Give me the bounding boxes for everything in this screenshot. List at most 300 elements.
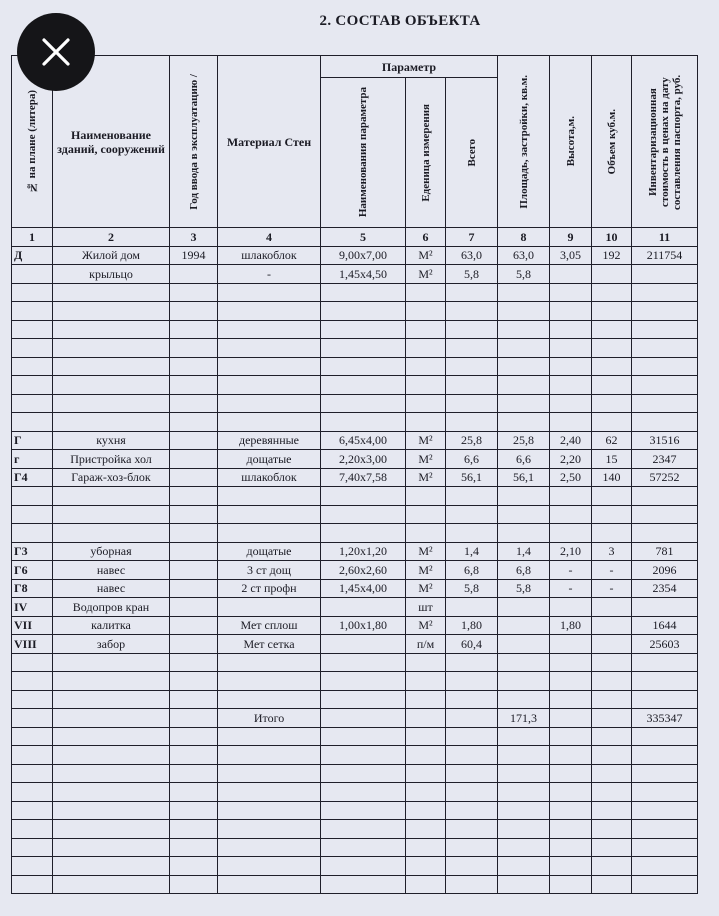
cell-total [446,838,498,857]
cell-area [498,635,550,654]
header-year: Год ввода в эксплуатацию / [170,56,218,228]
cell-unit [406,653,446,672]
header-param-name: Наименования параметра [321,78,406,228]
cell-wall-material: Мет сплош [218,616,321,635]
cell-total: 5,8 [446,579,498,598]
header-inventory-cost: Инвентаризационная стоимость в ценах на дату составления паспорта, руб. [632,56,698,228]
cell-unit [406,413,446,432]
cell-area: 5,8 [498,579,550,598]
cell-name [53,339,170,358]
cell-height [550,265,592,284]
cell-wall-material [218,801,321,820]
cell-total [446,413,498,432]
cell-param-value [321,302,406,321]
cell-volume [592,820,632,839]
cell-height [550,376,592,395]
cell-unit: М² [406,450,446,469]
cell-total [446,487,498,506]
cell-param-value [321,690,406,709]
cell-unit [406,394,446,413]
cell-unit: М² [406,561,446,580]
cell-wall-material: дощатые [218,542,321,561]
cell-unit: М² [406,579,446,598]
cell-area [498,875,550,894]
cell-name: навес [53,579,170,598]
cell-height: 2,20 [550,450,592,469]
table-row [12,820,698,839]
cell-param-value: 6,45х4,00 [321,431,406,450]
cell-total [446,672,498,691]
header-parameter-group: Параметр [321,56,498,78]
cell-plan-number: VIII [12,635,53,654]
cell-cost [632,487,698,506]
col-number: 5 [321,228,406,247]
cell-plan-number: VII [12,616,53,635]
cell-name [53,302,170,321]
cell-height [550,302,592,321]
cell-total [446,690,498,709]
cell-name [53,746,170,765]
cell-name: уборная [53,542,170,561]
cell-year [170,598,218,617]
cell-param-value [321,672,406,691]
cell-area [498,394,550,413]
cell-height [550,690,592,709]
cell-volume [592,616,632,635]
cell-year: 1994 [170,246,218,265]
cell-total: 1,4 [446,542,498,561]
cell-height [550,801,592,820]
cell-area: 171,3 [498,709,550,728]
table-row [12,450,698,469]
cell-wall-material [218,339,321,358]
cell-area: 1,4 [498,542,550,561]
cell-volume: 62 [592,431,632,450]
col-number: 3 [170,228,218,247]
cell-cost: 335347 [632,709,698,728]
cell-wall-material [218,320,321,339]
cell-height [550,394,592,413]
cell-wall-material [218,487,321,506]
table-row [12,357,698,376]
cell-total [446,283,498,302]
cell-year [170,672,218,691]
cell-year [170,579,218,598]
cell-total: 5,8 [446,265,498,284]
cell-cost [632,283,698,302]
cell-year [170,690,218,709]
cell-unit [406,746,446,765]
cell-year [170,431,218,450]
header-wall-material: Материал Стен [218,56,321,228]
cell-year [170,820,218,839]
cell-unit [406,302,446,321]
cell-height: 2,10 [550,542,592,561]
cell-year [170,764,218,783]
cell-total [446,505,498,524]
cell-height [550,820,592,839]
cell-name [53,672,170,691]
cell-cost [632,801,698,820]
cell-volume [592,746,632,765]
cell-unit: М² [406,468,446,487]
cell-name [53,857,170,876]
cell-volume [592,265,632,284]
cell-name [53,727,170,746]
cell-unit: п/м [406,635,446,654]
cell-plan-number [12,487,53,506]
cell-year [170,339,218,358]
table-row [12,672,698,691]
cell-height [550,857,592,876]
table-row [12,339,698,358]
cell-plan-number [12,672,53,691]
cell-name [53,838,170,857]
cell-plan-number: Д [12,246,53,265]
cell-unit [406,690,446,709]
cell-name [53,801,170,820]
cell-year [170,468,218,487]
cell-area [498,838,550,857]
cell-plan-number [12,376,53,395]
cell-param-value [321,524,406,543]
cell-plan-number [12,653,53,672]
cell-year [170,653,218,672]
cell-wall-material: шлакоблок [218,246,321,265]
cell-year [170,302,218,321]
cell-param-value [321,709,406,728]
cell-volume [592,709,632,728]
col-number: 8 [498,228,550,247]
cell-cost [632,672,698,691]
cell-cost [632,302,698,321]
cell-volume: 140 [592,468,632,487]
column-number-row [12,228,698,247]
cell-area: 5,8 [498,265,550,284]
cell-cost: 25603 [632,635,698,654]
cell-name [53,690,170,709]
cell-name: навес [53,561,170,580]
cell-cost [632,357,698,376]
cell-cost: 31516 [632,431,698,450]
cell-name [53,394,170,413]
col-number: 6 [406,228,446,247]
cell-height [550,709,592,728]
cell-cost [632,764,698,783]
cell-param-value [321,283,406,302]
cell-wall-material [218,838,321,857]
cell-plan-number [12,357,53,376]
cell-plan-number [12,746,53,765]
table-row [12,727,698,746]
cell-volume [592,672,632,691]
cell-area [498,357,550,376]
cell-total [446,376,498,395]
cell-unit [406,672,446,691]
cell-year [170,857,218,876]
cell-plan-number: г [12,450,53,469]
cell-total [446,857,498,876]
cell-param-value [321,487,406,506]
cell-volume [592,524,632,543]
cell-wall-material [218,413,321,432]
cell-total [446,727,498,746]
cell-year [170,450,218,469]
cell-cost [632,746,698,765]
cell-height [550,838,592,857]
cell-volume [592,394,632,413]
cell-plan-number [12,394,53,413]
table-row [12,746,698,765]
cell-unit [406,524,446,543]
cell-cost: 211754 [632,246,698,265]
cell-total: 56,1 [446,468,498,487]
cell-unit [406,357,446,376]
cell-cost: 57252 [632,468,698,487]
cell-param-value [321,783,406,802]
cell-year [170,561,218,580]
cell-unit [406,764,446,783]
cell-height [550,672,592,691]
cell-param-value: 2,20х3,00 [321,450,406,469]
cell-area [498,339,550,358]
cell-plan-number [12,524,53,543]
cell-area [498,653,550,672]
cell-volume: - [592,579,632,598]
cell-year [170,542,218,561]
cell-param-value [321,801,406,820]
cell-cost [632,690,698,709]
cell-plan-number: Г3 [12,542,53,561]
cell-area [498,783,550,802]
table-row [12,302,698,321]
table-row [12,857,698,876]
cell-year [170,709,218,728]
cell-name [53,709,170,728]
cell-year [170,505,218,524]
cell-unit [406,320,446,339]
cell-volume [592,764,632,783]
cell-volume: 3 [592,542,632,561]
cell-plan-number [12,764,53,783]
cell-param-value [321,320,406,339]
cell-year [170,727,218,746]
cell-total [446,764,498,783]
cell-area [498,672,550,691]
cell-area [498,302,550,321]
header-building-name: Наименование зданий, сооружений [53,56,170,228]
cell-plan-number [12,727,53,746]
table-row [12,431,698,450]
cell-height [550,635,592,654]
cell-param-value: 1,00х1,80 [321,616,406,635]
header-height: Высота,м. [550,56,592,228]
cell-height: 2,50 [550,468,592,487]
cell-volume [592,283,632,302]
cell-year [170,524,218,543]
cell-cost: 2347 [632,450,698,469]
cell-param-value [321,838,406,857]
cell-plan-number [12,875,53,894]
cell-wall-material: Мет сетка [218,635,321,654]
cell-area: 63,0 [498,246,550,265]
table-row [12,394,698,413]
table-row [12,783,698,802]
col-number: 7 [446,228,498,247]
cell-volume [592,302,632,321]
cell-area [498,764,550,783]
cell-wall-material [218,746,321,765]
cell-name [53,413,170,432]
cell-area [498,820,550,839]
table-row [12,487,698,506]
cell-wall-material [218,727,321,746]
cell-cost [632,413,698,432]
cell-area: 6,8 [498,561,550,580]
cell-total [446,709,498,728]
cell-wall-material [218,672,321,691]
cell-unit: М² [406,431,446,450]
cell-volume [592,875,632,894]
cell-height [550,320,592,339]
cell-plan-number [12,302,53,321]
cell-unit [406,783,446,802]
cell-volume [592,727,632,746]
cell-name: Водопров кран [53,598,170,617]
cell-plan-number: Г [12,431,53,450]
cell-name [53,524,170,543]
cell-name [53,764,170,783]
cell-total [446,357,498,376]
cell-cost [632,376,698,395]
cell-unit [406,875,446,894]
cell-unit [406,339,446,358]
cell-cost [632,524,698,543]
cell-plan-number [12,413,53,432]
cell-year [170,265,218,284]
cell-volume [592,857,632,876]
cell-param-value [321,339,406,358]
cell-height [550,524,592,543]
table-row [12,376,698,395]
cell-param-value [321,376,406,395]
cell-area [498,690,550,709]
cell-cost: 1644 [632,616,698,635]
cell-area [498,283,550,302]
cell-volume [592,505,632,524]
cell-plan-number [12,320,53,339]
table-row [12,764,698,783]
cell-total [446,783,498,802]
cell-param-value [321,857,406,876]
cell-wall-material [218,690,321,709]
cell-name: Жилой дом [53,246,170,265]
cell-wall-material [218,820,321,839]
cell-height [550,783,592,802]
cell-area [498,598,550,617]
cell-unit [406,376,446,395]
cell-unit: М² [406,542,446,561]
cell-cost [632,320,698,339]
cell-height: 1,80 [550,616,592,635]
cell-volume [592,801,632,820]
cell-cost [632,598,698,617]
cell-plan-number: Г6 [12,561,53,580]
cell-plan-number [12,709,53,728]
table-row [12,709,698,728]
header-plan-number: № на плане (литера) [12,56,53,228]
col-number: 2 [53,228,170,247]
cell-wall-material: дощатые [218,450,321,469]
cell-param-value: 1,45х4,50 [321,265,406,284]
cell-cost [632,727,698,746]
cell-height [550,875,592,894]
cell-name [53,357,170,376]
cell-name [53,283,170,302]
cell-plan-number [12,283,53,302]
cell-total: 6,6 [446,450,498,469]
cell-area [498,376,550,395]
table-row [12,690,698,709]
table-row [12,635,698,654]
cell-wall-material [218,857,321,876]
close-icon [41,37,71,67]
cell-wall-material [218,357,321,376]
cell-unit: М² [406,265,446,284]
cell-wall-material [218,283,321,302]
cell-height: - [550,561,592,580]
cell-total [446,653,498,672]
table-body [12,246,698,894]
cell-year [170,283,218,302]
cell-total: 25,8 [446,431,498,450]
cell-param-value [321,875,406,894]
cell-unit [406,820,446,839]
cell-volume [592,357,632,376]
cell-param-value: 7,40х7,58 [321,468,406,487]
cell-name: крыльцо [53,265,170,284]
cell-param-value [321,727,406,746]
cell-wall-material: шлакоблок [218,468,321,487]
cell-height [550,505,592,524]
cell-total: 63,0 [446,246,498,265]
cell-wall-material [218,505,321,524]
cell-volume [592,653,632,672]
cell-plan-number: Г8 [12,579,53,598]
cell-year [170,635,218,654]
cell-name: кухня [53,431,170,450]
table-row [12,468,698,487]
cell-param-value: 2,60х2,60 [321,561,406,580]
cell-area [498,801,550,820]
col-number: 9 [550,228,592,247]
cell-wall-material: 3 ст дощ [218,561,321,580]
cell-area [498,505,550,524]
cell-name: калитка [53,616,170,635]
cell-height [550,487,592,506]
cell-unit [406,857,446,876]
cell-total: 60,4 [446,635,498,654]
cell-height [550,598,592,617]
cell-area [498,524,550,543]
cell-volume [592,598,632,617]
col-number: 4 [218,228,321,247]
cell-total [446,746,498,765]
object-composition-table [11,55,698,894]
close-button[interactable] [17,13,95,91]
cell-cost: 2096 [632,561,698,580]
cell-name: Гараж-хоз-блок [53,468,170,487]
